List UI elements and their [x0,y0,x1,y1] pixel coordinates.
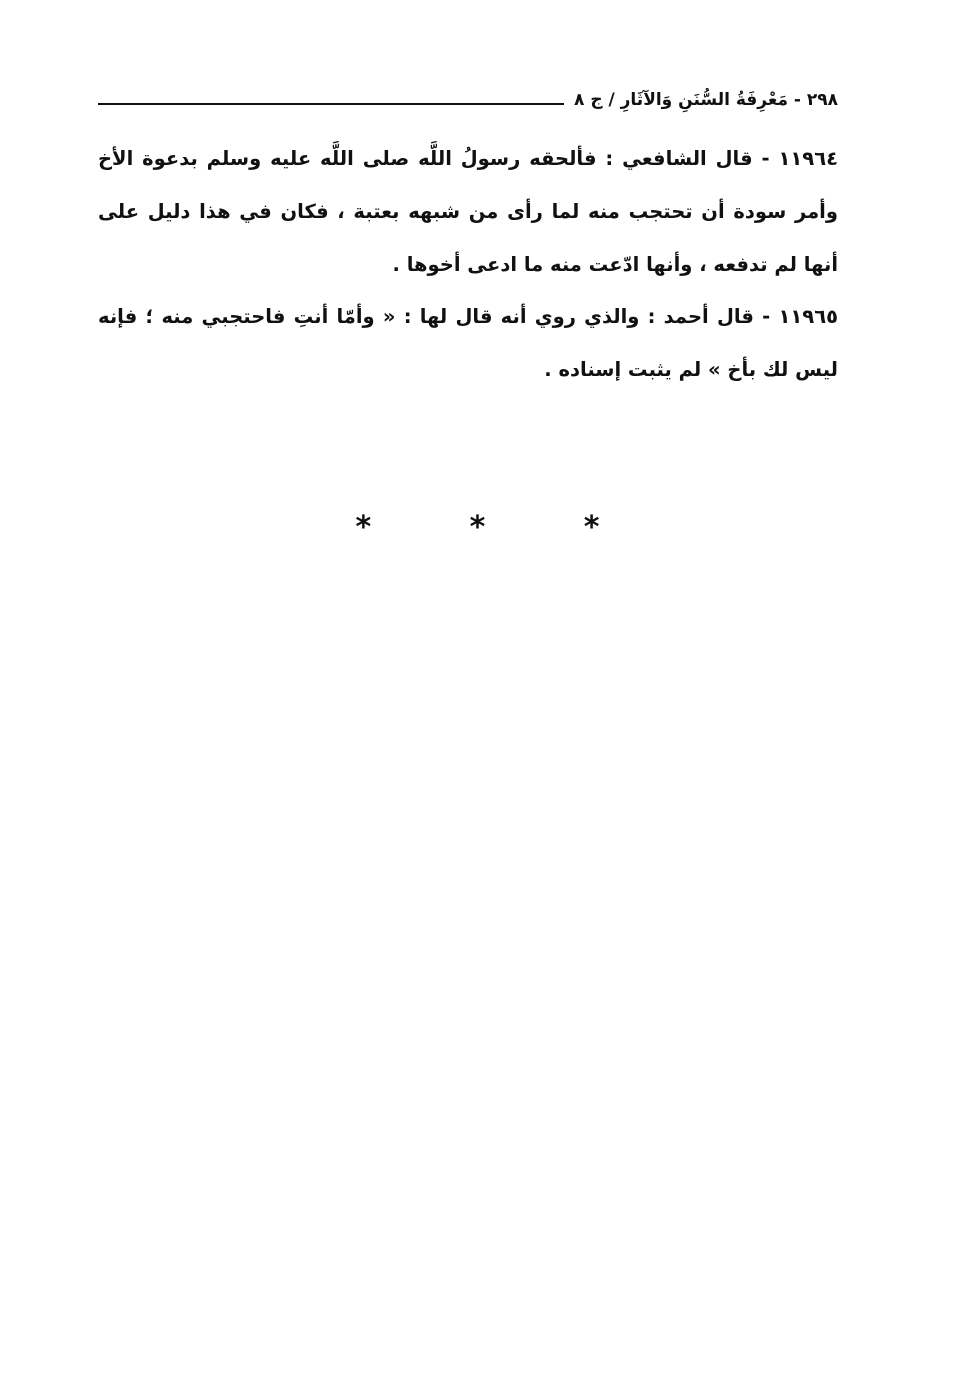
page-header [98,84,838,116]
header-rule [98,103,564,105]
running-title: ٢٩٨ - مَعْرِفَةُ السُّنَنِ وَالآثَارِ / ج ٨ [574,89,838,110]
section-separator: * * * [355,510,644,545]
paragraph-11965: ١١٩٦٥ - قال أحمد : والذي روي أنه قال لها : « وأمّا أنتِ فاحتجبي منه ؛ فإنه ليس لك بأخ » لم يثبت إسناده . [98,305,838,381]
paragraph-11964: ١١٩٦٤ - قال الشافعي : فألحقه رسولُ اللَّه صلى اللَّه عليه وسلم بدعوة الأخ وأمر سودة أن تحتجب منه لما رأى من شبهه بعتبة ، فكان في هذا دليل على أنها لم تدفعه ، وأنها ادّعت منه ما ادعى أخوها . [98,147,838,276]
